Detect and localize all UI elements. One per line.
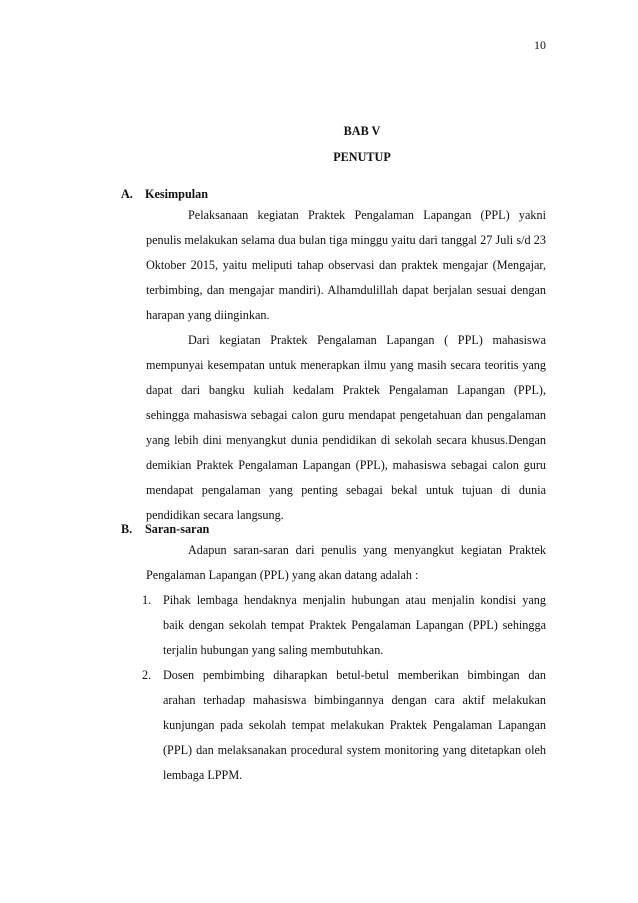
suggestion-list bbox=[142, 588, 546, 788]
paragraph: Dari kegiatan Praktek Pengalaman Lapangan ( PPL) mahasiswa mempunyai kesempatan untuk menerapkan ilmu yang masih secara teoritis yang dapat dari bangku kuliah kedalam Praktek Pengalaman Lapangan (PPL), sehingga mahasiswa sebagai calon guru mendapat pengetahuan dan pengalaman yang lebih dini menyangkut dunia pendidikan di sekolah secara khusus.Dengan demikian Praktek Pengalaman Lapangan (PPL), mahasiswa sebagai calon guru mendapat pengalaman yang penting sebagai bekal untuk tujuan di dunia pendidikan secara langsung. bbox=[146, 333, 546, 522]
section-heading-kesimpulan bbox=[121, 186, 208, 202]
section-body-kesimpulan bbox=[146, 203, 546, 528]
section-body-saran bbox=[142, 538, 546, 788]
paragraph: Pelaksanaan kegiatan Praktek Pengalaman Lapangan (PPL) yakni penulis melakukan selama dua bulan tiga minggu yaitu dari tanggal 27 Juli s/d 23 Oktober 2015, yaitu meliputi tahap observasi dan praktek mengajar (Mengajar, terbimbing, dan mengajar mandiri). Alhamdulillah dapat berjalan sesuai dengan harapan yang diinginkan. bbox=[146, 208, 546, 322]
paragraph: Adapun saran-saran dari penulis yang menyangkut kegiatan Praktek Pengalaman Lapangan (PPL) yang akan datang adalah : bbox=[146, 543, 546, 582]
section-letter: A. bbox=[121, 187, 133, 201]
list-text: Dosen pembimbing diharapkan betul-betul memberikan bimbingan dan arahan terhadap mahasiswa bimbingannya dengan cara aktif melakukan kunjungan pada sekolah tempat melakukan Praktek Pengalaman Lapangan (PPL) dan melaksanakan procedural system monitoring yang ditetapkan oleh lembaga LPPM. bbox=[163, 668, 546, 782]
section-heading-saran bbox=[121, 521, 209, 537]
chapter-heading bbox=[0, 118, 638, 170]
section-title: Kesimpulan bbox=[145, 187, 208, 201]
list-text: Pihak lembaga hendaknya menjalin hubungan atau menjalin kondisi yang baik dengan sekolah tempat Praktek Pengalaman Lapangan (PPL) sehingga terjalin hubungan yang saling membutuhkan. bbox=[163, 593, 546, 657]
list-item bbox=[142, 588, 546, 663]
chapter-title: BAB V bbox=[343, 124, 381, 138]
list-item bbox=[142, 663, 546, 788]
list-number: 1. bbox=[142, 593, 152, 607]
page-number: 10 bbox=[534, 38, 546, 52]
chapter-subtitle: PENUTUP bbox=[333, 150, 391, 164]
section-title: Saran-saran bbox=[145, 522, 210, 536]
list-number: 2. bbox=[142, 668, 152, 682]
section-letter: B. bbox=[121, 522, 133, 536]
